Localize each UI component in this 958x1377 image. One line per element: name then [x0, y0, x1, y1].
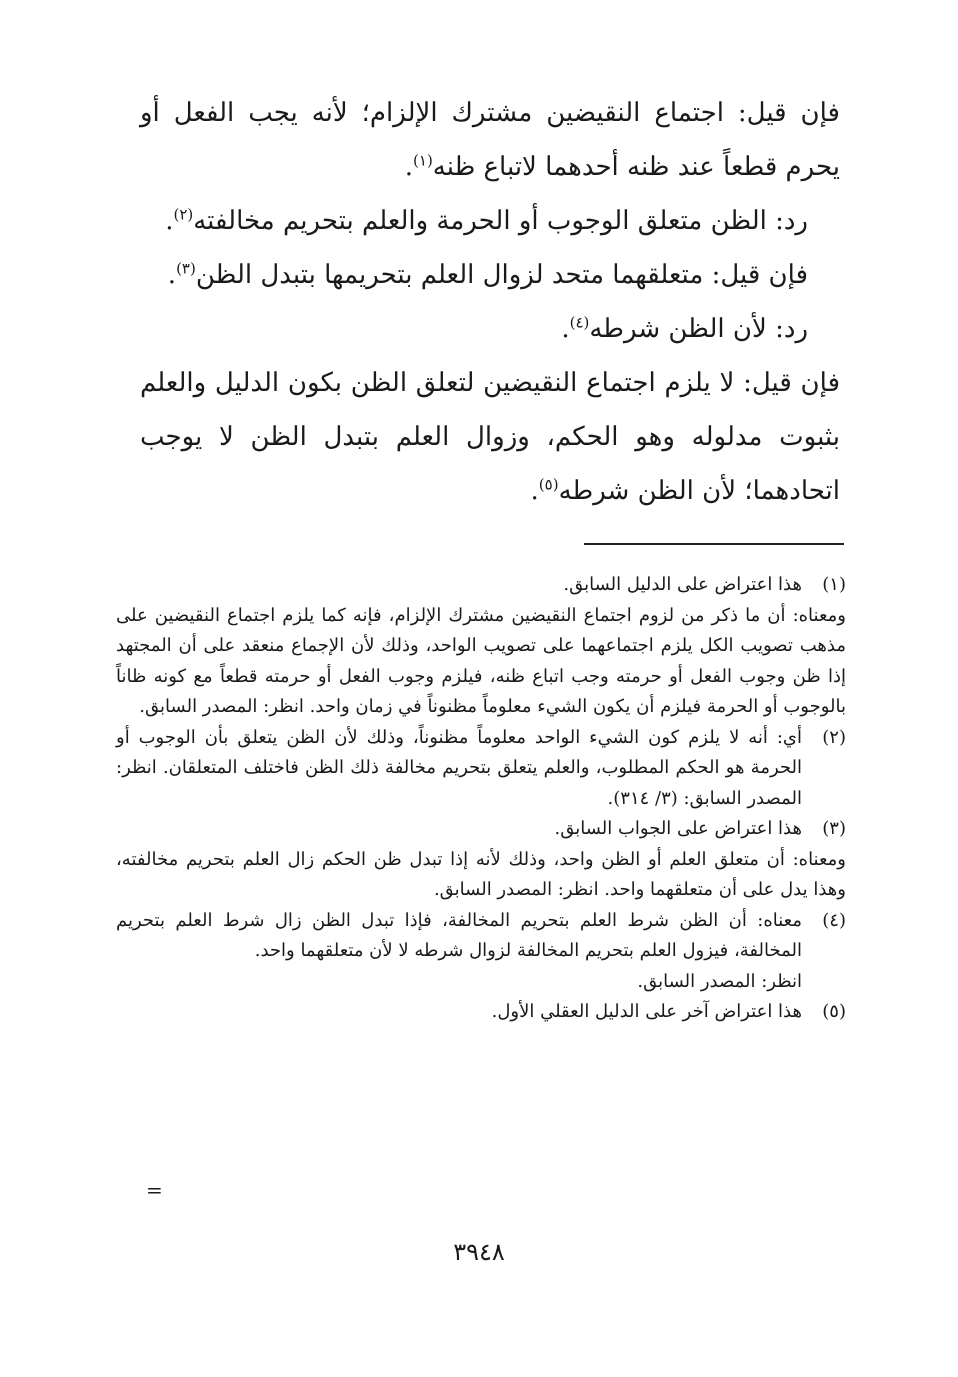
main-paragraph: فإن قيل: متعلقهما متحد لزوال العلم بتحريمها بتبدل الظن$^{(٣)}$.	[167, 259, 808, 290]
continuation-mark: =	[146, 1178, 163, 1202]
footnote-text: أي: أنه لا يلزم كون الشيء الواحد معلوماً مظنوناً، وذلك لأن الظن يتعلق بأن الوجوب أو الحرمة هو الحكم المطلوب، والعلم يتعلق بتحريم مخالفة ذلك الظن فاختلف المتعلقان. انظر: المصدر السابق: (٣/ ٣١٤).	[116, 726, 803, 809]
footnote-2	[116, 723, 846, 815]
footnote-3-continuation: ومعناه: أن متعلق العلم أو الظن واحد، وذلك لأنه إذا تبدل ظن الحكم زال العلم بتحريم مخالفته، وهذا يدل على أن متعلقهما واحد. انظر: المصدر السابق.	[116, 848, 846, 900]
page-number: ٣٩٤٨	[453, 1238, 505, 1266]
footnote-ref[interactable]: (١)	[413, 151, 433, 170]
footnote-3	[116, 814, 846, 845]
footnote-4	[116, 906, 846, 967]
footnote-number: (٣)	[822, 818, 846, 839]
main-paragraph: فإن قيل: اجتماع النقيضين مشترك الإلزام؛ لأنه يجب الفعل أو يحرم قطعاً عند ظنه أحدهما لاتباع ظنه$^{(١)}$.	[140, 98, 840, 182]
footnote-ref[interactable]: (٥)	[538, 475, 559, 494]
footnote-ref[interactable]: (٢)	[173, 205, 194, 224]
footnote-number: (١)	[822, 574, 846, 595]
main-paragraph: فإن قيل: لا يلزم اجتماع النقيضين لتعلق الظن بكون الدليل والعلم بثبوت مدلوله وهو الحكم، وزوال العلم بتبدل الظن لا يوجب اتحادهما؛ لأن الظن شرطه$^{(٥)}$.	[140, 368, 840, 506]
footnote-1-continuation: ومعناه: أن ما ذكر من لزوم اجتماع النقيضين مشترك الإلزام، فإنه كما يلزم اجتماع النقيضين على مذهب تصويب الكل يلزم اجتماعهما على تصويب الواحد، وذلك لأن الإجماع منعقد على أن المجتهد إذا ظن وجوب الفعل أو حرمته وجب اتباع ظنه، فيلزم وجوب الفعل أو حرمته قطعاً مع كونه ظاناً بالوجوب أو الحرمة فيلزم أن يكون الشيء معلوماً مظنوناً في زمان واحد. انظر: المصدر السابق.	[116, 604, 846, 717]
footnote-separator	[584, 543, 844, 545]
main-paragraph: رد: الظن متعلق الوجوب أو الحرمة والعلم بتحريم مخالفته$^{(٢)}$.	[165, 205, 808, 236]
footnote-ref[interactable]: (٤)	[569, 313, 590, 332]
footnote-1	[116, 570, 846, 601]
footnote-text: معناه: أن الظن شرط العلم بتحريم المخالفة، فإذا تبدل الظن زال شرط العلم بتحريم المخالفة، فيزول العلم بتحريم المخالفة لزوال شرطه لا لأن متعلقهما واحد.	[116, 909, 802, 961]
footnote-text: هذا اعتراض آخر على الدليل العقلي الأول.	[491, 1001, 802, 1022]
footnote-4-continuation: انظر: المصدر السابق.	[637, 970, 802, 992]
main-text	[140, 86, 840, 518]
footnote-number: (٥)	[822, 1001, 846, 1022]
footnotes	[116, 570, 846, 1028]
footnote-text: هذا اعتراض على الدليل السابق.	[563, 574, 802, 595]
footnote-number: (٤)	[822, 909, 846, 931]
footnote-number: (٢)	[822, 726, 846, 748]
main-paragraph: رد: لأن الظن شرطه$^{(٤)}$.	[561, 313, 808, 344]
footnote-5	[116, 997, 846, 1028]
footnote-ref[interactable]: (٣)	[176, 259, 196, 278]
footnote-text: هذا اعتراض على الجواب السابق.	[554, 818, 802, 839]
